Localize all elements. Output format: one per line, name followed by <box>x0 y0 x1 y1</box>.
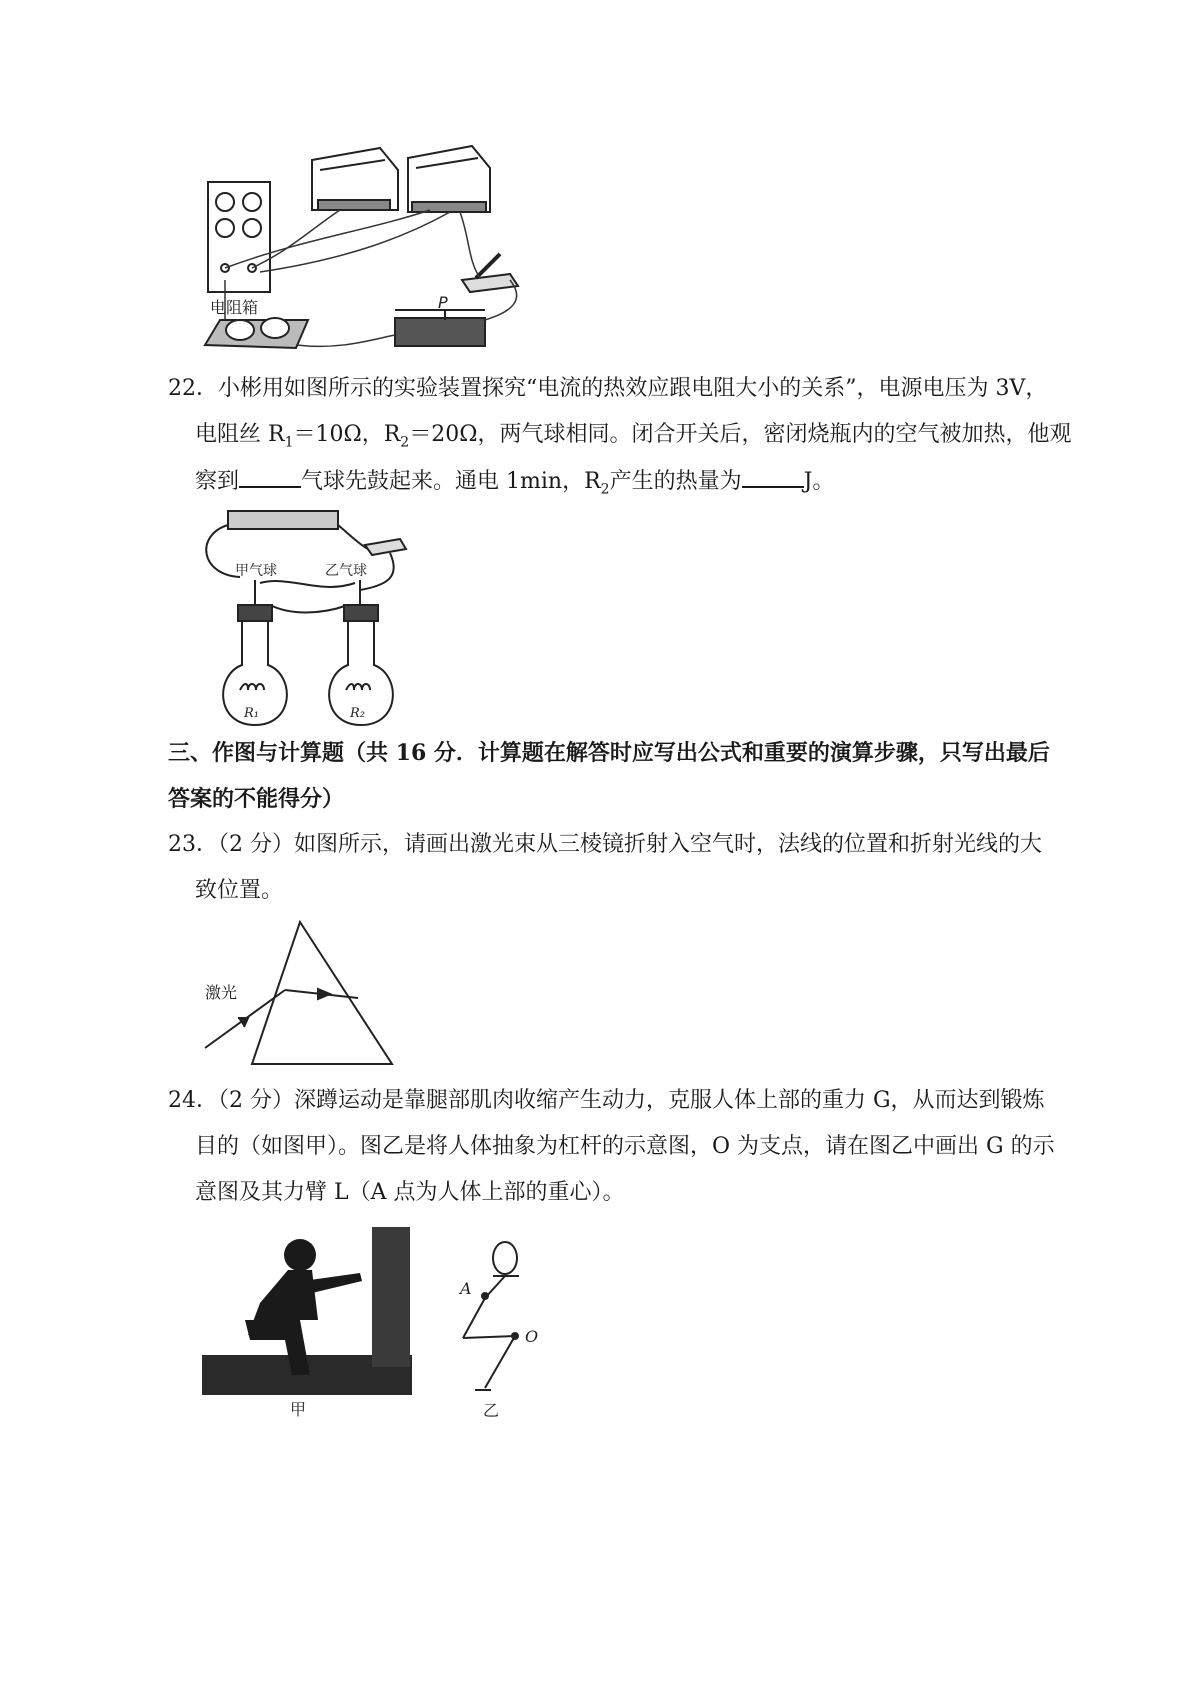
point-o-label: O <box>525 1327 539 1346</box>
squatting-person <box>245 1239 362 1375</box>
q24-line1 <box>168 1086 1045 1116</box>
q24-line3: 意图及其力臂 L（A 点为人体上部的重心）。 <box>195 1180 625 1205</box>
head <box>493 1242 517 1274</box>
balloon-a-label: 甲气球 <box>235 563 277 579</box>
resistance-box <box>208 182 270 292</box>
flask-balloon-figure <box>200 505 430 727</box>
figure-b-label: 乙 <box>483 1401 500 1420</box>
coil-right <box>346 684 370 690</box>
switch <box>462 254 518 292</box>
q22-text3c: 产生的热量为 <box>609 469 742 494</box>
q23-number: 23． <box>168 832 218 857</box>
q22-text3b: 气球先鼓起来。通电 1min，R <box>301 469 601 494</box>
q22-number: 22． <box>168 376 218 401</box>
figure-a-label: 甲 <box>290 1400 307 1419</box>
r1-subscript: 1 <box>284 434 294 451</box>
lever-sketch-figure <box>455 1238 555 1420</box>
stopper-right <box>344 605 378 621</box>
section3-heading: 三、作图与计算题（共 16 分．计算题在解答时应写出公式和重要的演算步骤，只写出最后 <box>168 740 1050 766</box>
slider-label: P <box>438 293 448 312</box>
q22-text2b: ＝10Ω，R <box>293 422 401 447</box>
q22-line1 <box>168 374 1047 404</box>
stopper-left <box>238 605 272 621</box>
switch-small <box>365 539 406 555</box>
r2-subscript-b: 2 <box>600 481 610 498</box>
voltmeter <box>408 146 490 212</box>
point-a-label: A <box>460 1279 472 1298</box>
wall <box>372 1227 410 1367</box>
section3-heading-cont: 答案的不能得分） <box>168 786 345 812</box>
answer-blank-balloon[interactable] <box>239 466 301 488</box>
thigh <box>463 1336 515 1338</box>
answer-blank-heat[interactable] <box>742 466 804 488</box>
shin <box>485 1336 515 1388</box>
r2-subscript: 2 <box>400 434 410 451</box>
q24-line2: 目的（如图甲）。图乙是将人体抽象为杠杆的示意图，O 为支点，请在图乙中画出 G 的示 <box>195 1134 1055 1159</box>
balloon-connector <box>255 580 360 605</box>
resistance-box-label: 电阻箱 <box>210 298 259 317</box>
q22-text1: 小彬用如图所示的实验装置探究“电流的热效应跟电阻大小的关系”，电源电压为 3V， <box>218 376 1048 401</box>
q22-line2 <box>195 420 1071 457</box>
q23-line1 <box>168 830 1042 860</box>
balloon-b-label: 乙气球 <box>325 563 367 579</box>
circuit-apparatus-figure <box>200 140 550 365</box>
prism-figure <box>200 918 400 1068</box>
ammeter <box>312 148 398 210</box>
q23-line2: 致位置。 <box>195 878 284 903</box>
q22-text2c: ＝20Ω，两气球相同。闭合开关后，密闭烧瓶内的空气被加热，他观 <box>409 422 1072 447</box>
point-o-dot <box>511 1332 519 1340</box>
rheostat <box>395 310 485 346</box>
squat-photo-figure <box>200 1225 415 1420</box>
r2-label: R₂ <box>350 706 365 721</box>
q23-text1: （2 分）如图所示，请画出激光束从三棱镜折射入空气时，法线的位置和折射光线的大 <box>218 832 1042 857</box>
q24-number: 24． <box>168 1088 218 1113</box>
q22-line3 <box>195 466 834 504</box>
q22-text3d: J。 <box>803 469 835 494</box>
coil-board <box>205 318 308 348</box>
q22-text2a: 电阻丝 R <box>195 422 285 447</box>
q24-text1: （2 分）深蹲运动是靠腿部肌肉收缩产生动力，克服人体上部的重力 G，从而达到锻炼 <box>218 1088 1045 1113</box>
laser-label: 激光 <box>205 983 238 1002</box>
coil-left <box>240 684 264 690</box>
arrow-inside <box>318 989 330 999</box>
q22-text3a: 察到 <box>195 469 240 494</box>
resistor-board <box>228 511 338 529</box>
point-a-dot <box>481 1292 489 1300</box>
r1-label: R₁ <box>244 706 259 721</box>
